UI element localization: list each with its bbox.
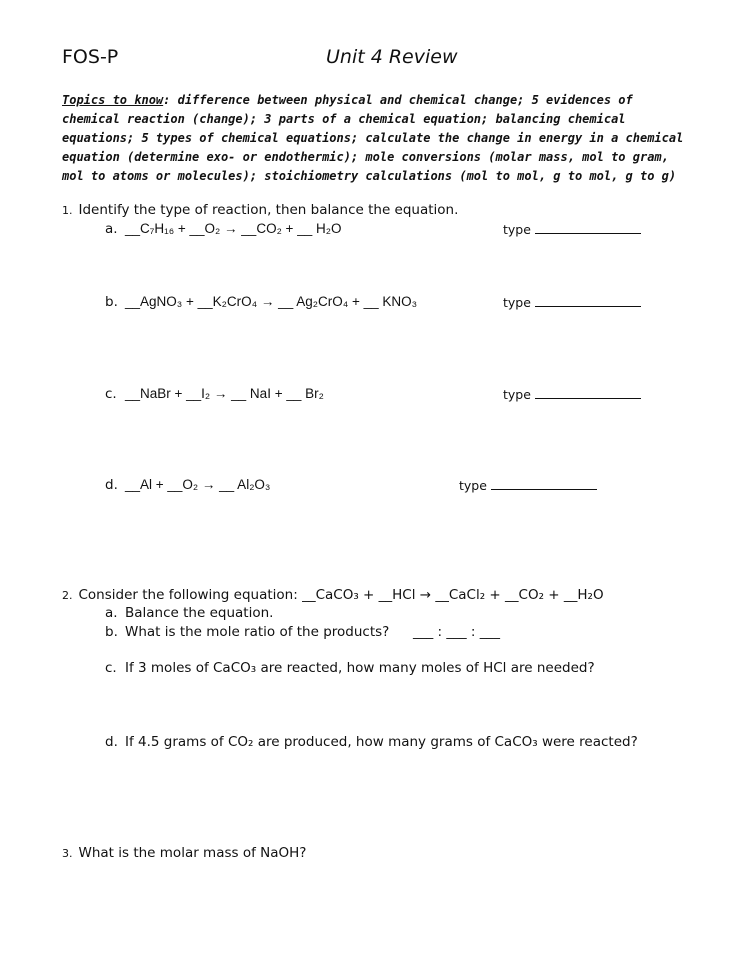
question-prompt: Identify the type of reaction, then balance the equation. (78, 202, 459, 218)
q1-b-type-field[interactable] (503, 294, 641, 310)
item-text: If 4.5 grams of CO₂ are produced, how many grams of CaCO₃ were reacted? (125, 734, 638, 750)
equation: __NaBr + __I₂ → __ NaI + __ Br₂ (125, 386, 324, 401)
item-text: Balance the equation. (125, 605, 274, 621)
answer-blank[interactable] (535, 386, 641, 399)
item-letter: d. (105, 734, 118, 750)
q2-item-c (105, 660, 595, 676)
question-number: 2. (62, 589, 73, 602)
q2-item-d (105, 734, 638, 750)
equation: __Al + __O₂ → __ Al₂O₃ (125, 477, 271, 492)
item-letter: b. (105, 294, 118, 310)
q1-item-a (105, 221, 341, 237)
item-letter: c. (105, 660, 117, 676)
answer-blank[interactable] (535, 221, 641, 234)
type-label: type (459, 478, 487, 493)
type-label: type (503, 295, 531, 310)
answer-blank[interactable] (535, 294, 641, 307)
q2-item-a (105, 605, 273, 621)
q1-item-c (105, 386, 324, 402)
equation: __AgNO₃ + __K₂CrO₄ → __ Ag₂CrO₄ + __ KNO₃ (125, 294, 418, 309)
item-text: What is the mole ratio of the products? (125, 624, 390, 640)
type-label: type (503, 222, 531, 237)
document-header-left: FOS-P (62, 46, 119, 68)
question-2 (62, 587, 604, 603)
document-title: Unit 4 Review (326, 46, 458, 68)
question-number: 3. (62, 847, 73, 860)
topics-paragraph (62, 91, 692, 186)
item-text: If 3 moles of CaCO₃ are reacted, how many moles of HCl are needed? (125, 660, 595, 676)
item-letter: a. (105, 605, 118, 621)
item-letter: b. (105, 624, 118, 640)
question-prompt: What is the molar mass of NaOH? (78, 845, 307, 861)
topics-lead: Topics to know (62, 93, 164, 107)
q1-c-type-field[interactable] (503, 386, 641, 402)
q1-item-b (105, 294, 417, 310)
q1-item-d (105, 477, 270, 493)
item-letter: c. (105, 386, 117, 402)
equation: __C₇H₁₆ + __O₂ → __CO₂ + __ H₂O (125, 221, 342, 236)
topics-body: : difference between physical and chemical change; 5 evidences of chemical reaction (change); 3 parts of a chemical equation; balancing chemical equations; 5 types of chemical equations; calculate the change in energy in a chemical equation (determine exo- or endothermic); mole conversions (molar mass, mol to gram, mol to atoms or molecules); stoichiometry calculations (mol to mol, g to mol, g to g) (62, 93, 684, 183)
item-letter: d. (105, 477, 118, 493)
mole-ratio-blanks[interactable]: ___ : ___ : ___ (413, 624, 501, 640)
question-prompt: Consider the following equation: __CaCO₃ + __HCl → __CaCl₂ + __CO₂ + __H₂O (78, 587, 604, 603)
type-label: type (503, 387, 531, 402)
q2-item-b (105, 624, 389, 640)
q1-a-type-field[interactable] (503, 221, 641, 237)
question-3 (62, 845, 306, 861)
item-letter: a. (105, 221, 118, 237)
q1-d-type-field[interactable] (459, 477, 597, 493)
answer-blank[interactable] (491, 477, 597, 490)
question-number: 1. (62, 204, 73, 217)
question-1 (62, 202, 458, 218)
